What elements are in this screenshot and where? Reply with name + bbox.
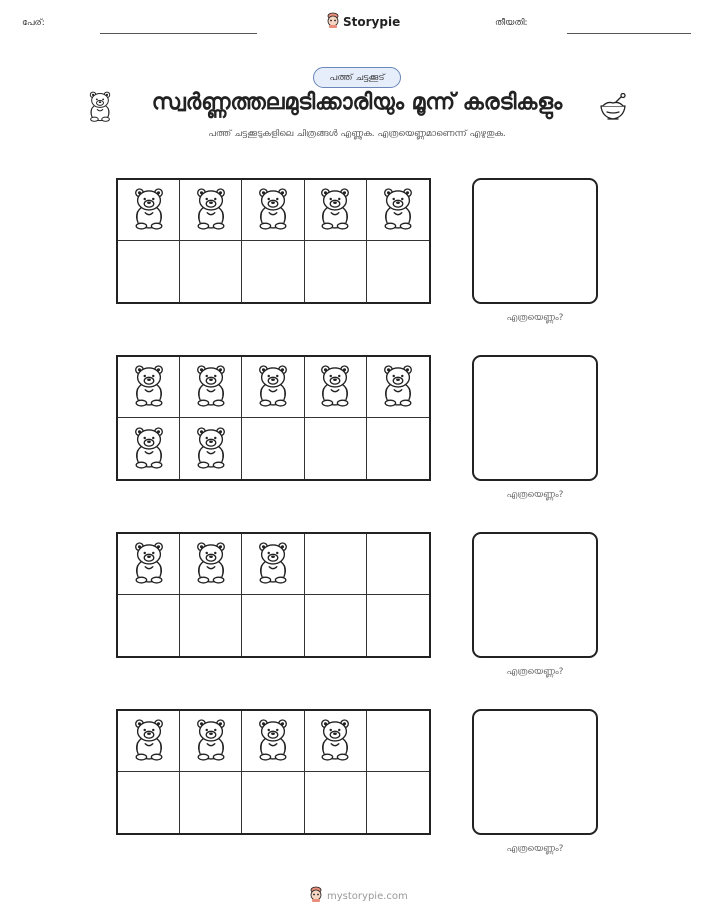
ten-frame bbox=[116, 355, 431, 481]
ten-frame bbox=[116, 532, 431, 658]
ten-frame-cell bbox=[305, 534, 367, 595]
bear-icon bbox=[192, 540, 230, 588]
bear-icon bbox=[130, 186, 168, 234]
ten-frame-cell bbox=[118, 180, 180, 241]
bear-icon bbox=[316, 717, 354, 765]
bear-icon bbox=[192, 186, 230, 234]
ten-frame-cell bbox=[305, 357, 367, 418]
ten-frame-cell bbox=[305, 418, 367, 479]
ten-frame-cell bbox=[242, 241, 304, 302]
ten-frame-cell bbox=[367, 772, 429, 833]
ten-frame-cell bbox=[242, 180, 304, 241]
ten-frame-cell bbox=[242, 418, 304, 479]
answer-box[interactable] bbox=[472, 178, 598, 304]
ten-frame-cell bbox=[118, 595, 180, 656]
ten-frame-cell bbox=[305, 180, 367, 241]
ten-frame-cell bbox=[180, 711, 242, 772]
date-label: തീയതി: bbox=[495, 18, 528, 28]
porridge-bowl-icon bbox=[598, 93, 628, 127]
brand bbox=[326, 12, 400, 32]
ten-frame-cell bbox=[305, 772, 367, 833]
bear-icon bbox=[86, 90, 114, 126]
answer-box[interactable] bbox=[472, 532, 598, 658]
bear-icon bbox=[192, 363, 230, 411]
ten-frame-cell bbox=[118, 772, 180, 833]
ten-frame-cell bbox=[118, 357, 180, 418]
ten-frame-cell bbox=[118, 711, 180, 772]
bear-icon bbox=[254, 186, 292, 234]
bear-icon bbox=[316, 186, 354, 234]
ten-frame-cell bbox=[367, 241, 429, 302]
bear-icon bbox=[130, 717, 168, 765]
ten-frame-cell bbox=[180, 180, 242, 241]
bear-icon bbox=[192, 425, 230, 473]
ten-frame-cell bbox=[242, 772, 304, 833]
answer-label: എത്രയെണ്ണം? bbox=[506, 667, 564, 677]
ten-frame-cell bbox=[367, 180, 429, 241]
name-label: പേര്: bbox=[22, 18, 45, 28]
answer-label: എത്രയെണ്ണം? bbox=[506, 313, 564, 323]
answer-label: എത്രയെണ്ണം? bbox=[506, 844, 564, 854]
storypie-logo-icon bbox=[326, 12, 340, 32]
ten-frame-cell bbox=[118, 418, 180, 479]
ten-frame-cell bbox=[118, 241, 180, 302]
storypie-logo-icon bbox=[309, 886, 323, 906]
date-line[interactable] bbox=[567, 33, 691, 34]
bear-icon bbox=[192, 717, 230, 765]
brand-name: Storypie bbox=[343, 15, 401, 29]
bear-icon bbox=[379, 186, 417, 234]
bear-icon bbox=[254, 363, 292, 411]
ten-frame-cell bbox=[367, 357, 429, 418]
bear-icon bbox=[130, 363, 168, 411]
bear-icon bbox=[379, 363, 417, 411]
ten-frame-cell bbox=[305, 711, 367, 772]
ten-frame-cell bbox=[242, 711, 304, 772]
ten-frame-cell bbox=[180, 241, 242, 302]
ten-frame-cell bbox=[305, 595, 367, 656]
answer-box[interactable] bbox=[472, 355, 598, 481]
ten-frame-cell bbox=[180, 534, 242, 595]
ten-frame-cell bbox=[305, 241, 367, 302]
ten-frame-cell bbox=[180, 772, 242, 833]
ten-frame-cell bbox=[367, 534, 429, 595]
answer-label: എത്രയെണ്ണം? bbox=[506, 490, 564, 500]
name-line[interactable] bbox=[100, 33, 257, 34]
bear-icon bbox=[254, 717, 292, 765]
ten-frame-cell bbox=[367, 418, 429, 479]
ten-frame-cell bbox=[242, 534, 304, 595]
answer-box[interactable] bbox=[472, 709, 598, 835]
bear-icon bbox=[316, 363, 354, 411]
footer-url[interactable]: mystorypie.com bbox=[327, 890, 408, 902]
ten-frame-cell bbox=[180, 595, 242, 656]
ten-frame-cell bbox=[242, 595, 304, 656]
instructions: പത്ത് ചട്ടക്കൂടുകളിലെ ചിത്രങ്ങൾ എണ്ണുക. എത്രയെണ്ണമാണെന്ന് എഴുതുക. bbox=[208, 129, 506, 139]
ten-frame-cell bbox=[367, 595, 429, 656]
page-title: സ്വർണ്ണത്തലമുടിക്കാരിയും മൂന്ന് കരടികളും bbox=[151, 90, 563, 115]
ten-frame-cell bbox=[367, 711, 429, 772]
bear-icon bbox=[254, 540, 292, 588]
worksheet-type-badge: പത്ത് ചട്ടക്കൂട് bbox=[313, 67, 401, 88]
ten-frame bbox=[116, 709, 431, 835]
ten-frame-cell bbox=[118, 534, 180, 595]
ten-frame-cell bbox=[180, 357, 242, 418]
ten-frame-cell bbox=[242, 357, 304, 418]
bear-icon bbox=[130, 540, 168, 588]
ten-frame bbox=[116, 178, 431, 304]
bear-icon bbox=[130, 425, 168, 473]
ten-frame-cell bbox=[180, 418, 242, 479]
footer bbox=[309, 886, 408, 906]
